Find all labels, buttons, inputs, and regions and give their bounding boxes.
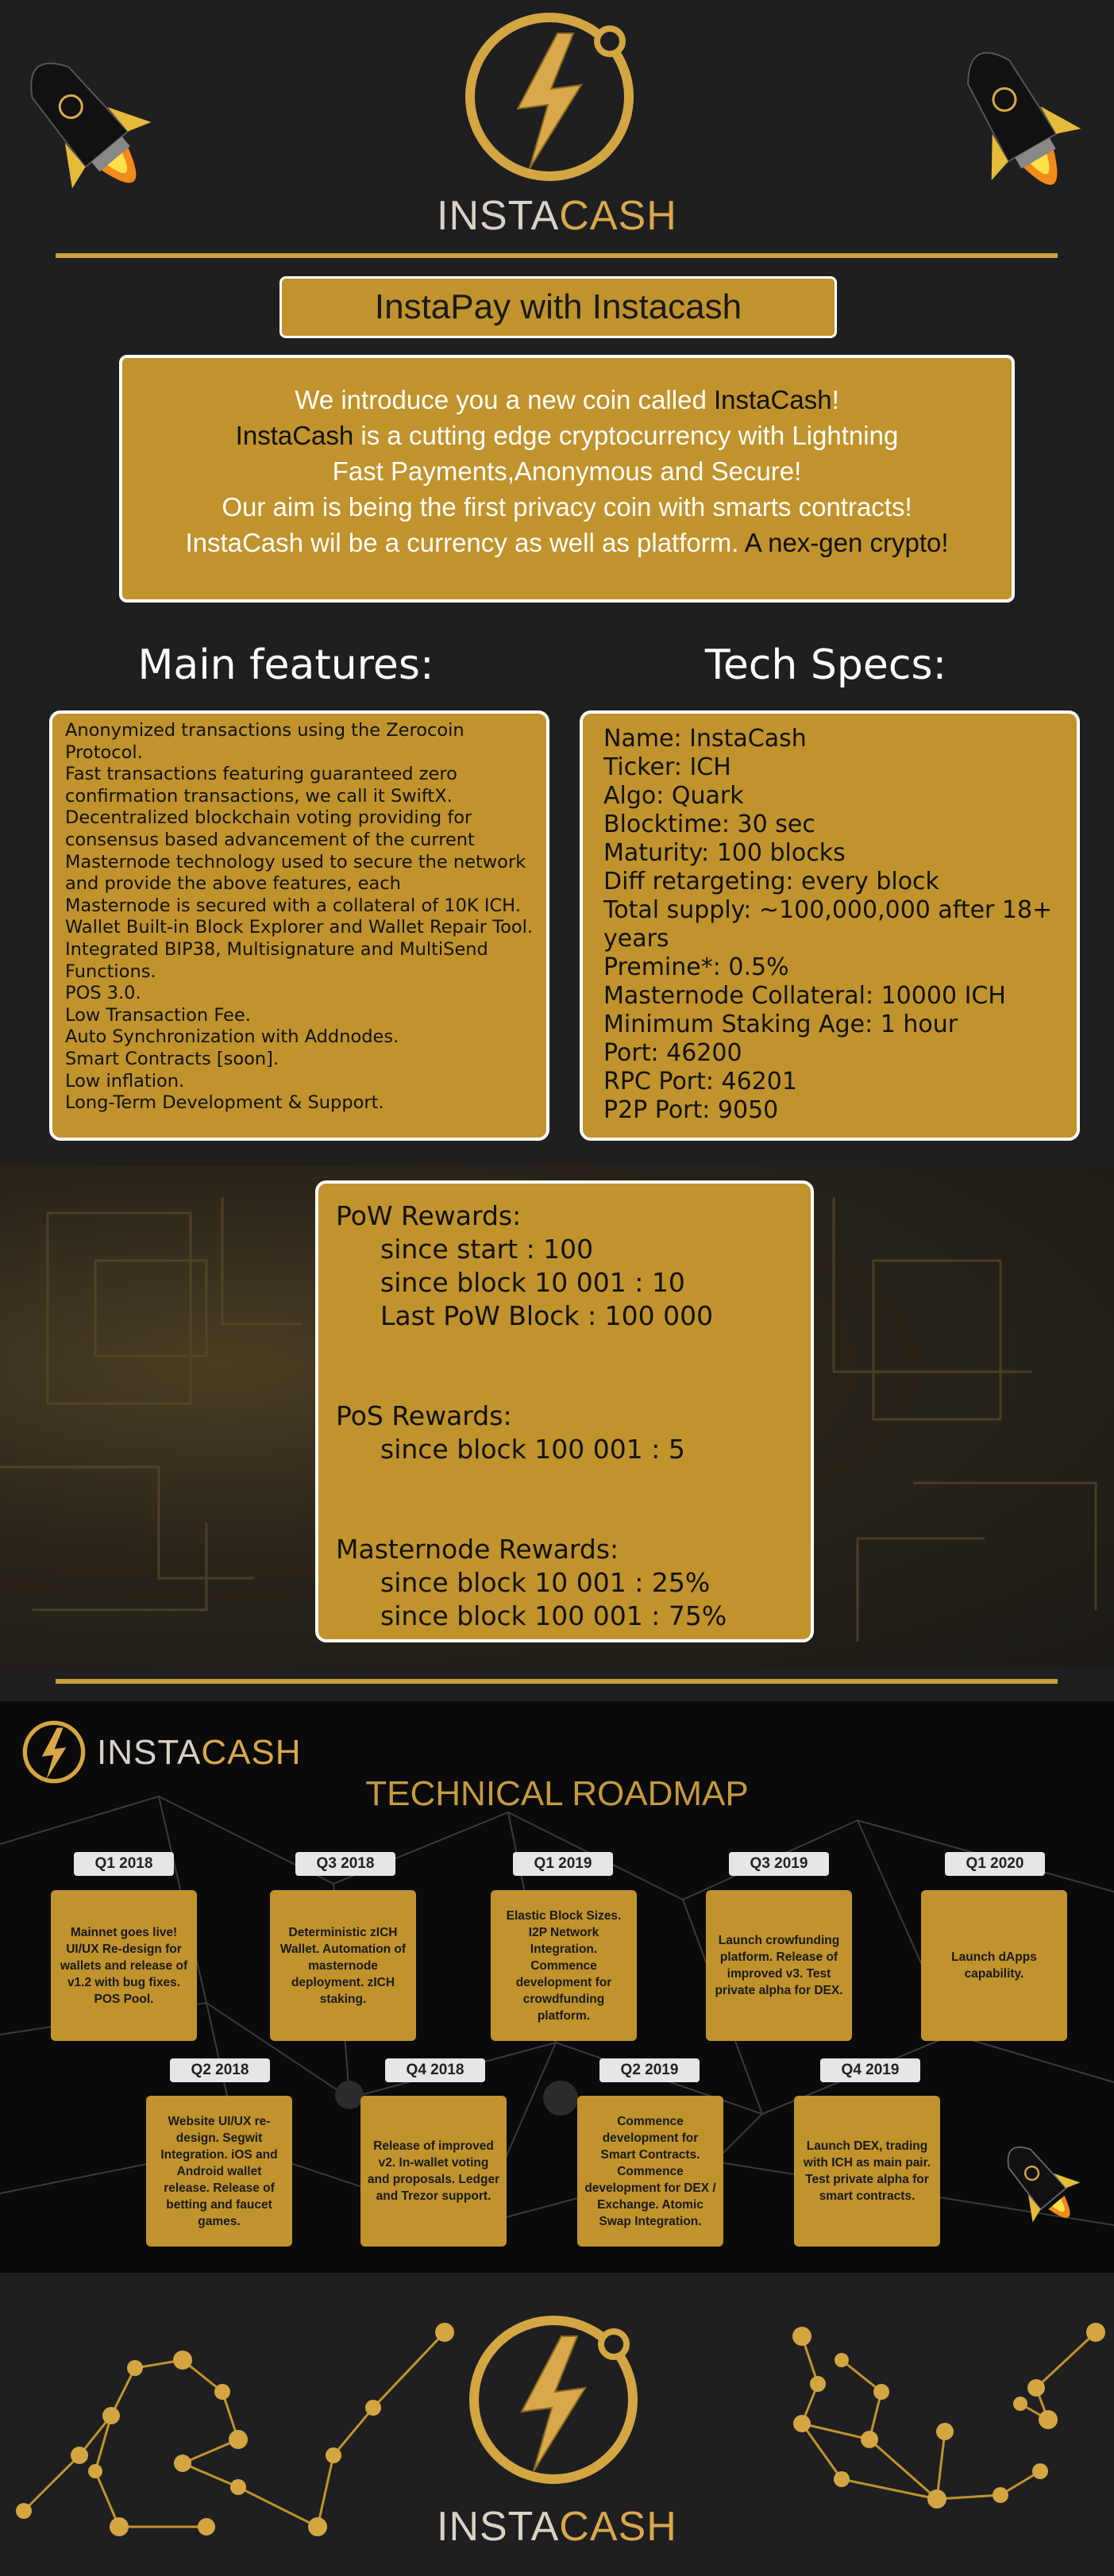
feature-item: POS 3.0.: [65, 983, 141, 1004]
brand-suffix: CASH: [559, 2504, 677, 2550]
feature-item: Low Transaction Fee.: [65, 1004, 251, 1026]
intro-panel: [119, 355, 1015, 603]
feature-item: Anonymized transactions using the Zerocoin Protocol.: [65, 720, 464, 763]
page-title: InstaPay with Instacash: [374, 287, 742, 326]
brand-wordmark: [437, 192, 675, 240]
features-title: Main features:: [137, 641, 434, 689]
roadmap-box-q3-2018: Deterministic zICH Wallet. Automation of masternode deployment. zICH staking.: [270, 1890, 416, 2041]
instacash-logo-icon: [462, 10, 637, 184]
roadmap-label-q4-2018: Q4 2018: [385, 2058, 485, 2082]
brand-suffix: CASH: [201, 1733, 302, 1772]
feature-item: Integrated BIP38, Multisignature and MultiSend Functions.: [65, 938, 488, 982]
spec-item: Port: 46200: [603, 1039, 742, 1067]
brand-suffix: CASH: [559, 193, 677, 239]
pos-reward-item: since block 100 001 : 5: [380, 1434, 685, 1465]
roadmap-label-q2-2019: Q2 2019: [599, 2058, 700, 2082]
roadmap-box-q1-2020: Launch dApps capability.: [921, 1890, 1067, 2041]
roadmap-box-q2-2018: Website UI/UX re-design. Segwit Integration. iOS and Android wallet release. Release of betting and faucet games.: [146, 2096, 292, 2247]
roadmap-box-q4-2018: Release of improved v2. In-wallet voting and proposals. Ledger and Trezor support.: [360, 2096, 507, 2247]
spec-item: Masternode Collateral: 10000 ICH: [603, 982, 1006, 1010]
title-panel: [279, 276, 837, 338]
roadmap-label-q2-2018: Q2 2018: [170, 2058, 270, 2082]
header: [0, 0, 1114, 262]
feature-item: Wallet Built-in Block Explorer and Wallet Repair Tool.: [65, 917, 533, 938]
roadmap-box-q1-2019: Elastic Block Sizes. I2P Network Integration. Commence development for crowdfunding platform.: [491, 1890, 637, 2041]
intro-text: is a cutting edge cryptocurrency with Lightning: [353, 421, 899, 450]
rocket-icon-right: [941, 32, 1100, 214]
spec-item: Ticker: ICH: [603, 753, 731, 781]
feature-item: Masternode is secured with a collateral of 10K ICH.: [65, 895, 521, 916]
feature-item: Decentralized blockchain voting providing for consensus based advancement of the current: [65, 807, 475, 850]
rocket-icon-small: [996, 2126, 1092, 2245]
roadmap-label-q3-2019: Q3 2019: [729, 1852, 829, 1876]
footer-wordmark: [437, 2503, 675, 2551]
rocket-icon-left: [12, 36, 171, 218]
roadmap-label-q4-2019: Q4 2019: [820, 2058, 920, 2082]
spec-item: P2P Port: 9050: [603, 1096, 779, 1124]
roadmap-box-q1-2018: Mainnet goes live! UI/UX Re-design for wallets and release of v1.2 with bug fixes. POS Pool.: [51, 1890, 197, 2041]
specs-title: Tech Specs:: [704, 641, 947, 689]
roadmap-box-q3-2019: Launch crowfunding platform. Release of improved v3. Test private alpha for DEX.: [706, 1890, 852, 2041]
brand-prefix: INSTA: [437, 193, 560, 239]
spec-item: Algo: Quark: [603, 782, 744, 810]
feature-item: Low inflation.: [65, 1070, 185, 1092]
intro-text: We introduce you a new coin called: [295, 385, 714, 414]
divider-middle: [56, 1679, 1058, 1684]
pos-rewards-title: PoS Rewards:: [336, 1400, 512, 1431]
spec-item: Minimum Staking Age: 1 hour: [603, 1011, 958, 1038]
pow-reward-item: since block 10 001 : 10: [380, 1267, 685, 1298]
intro-text: Fast Payments,Anonymous and Secure!: [332, 456, 802, 486]
roadmap-title: TECHNICAL ROADMAP: [365, 1774, 749, 1813]
feature-item: Masternode technology used to secure the network and provide the above features, each: [65, 851, 526, 895]
masternode-rewards-title: Masternode Rewards:: [336, 1534, 619, 1565]
rewards-panel: [315, 1180, 814, 1642]
divider-top: [56, 253, 1058, 258]
feature-item: Auto Synchronization with Addnodes.: [65, 1026, 399, 1048]
spec-item: RPC Port: 46201: [603, 1068, 797, 1095]
feature-item: Fast transactions featuring guaranteed zero confirmation transactions, we call it SwiftX.: [65, 764, 457, 807]
roadmap-label-q1-2018: Q1 2018: [74, 1852, 174, 1876]
roadmap-label-q3-2018: Q3 2018: [295, 1852, 395, 1876]
spec-item: Diff retargeting: every block: [603, 868, 939, 895]
brand-prefix: INSTA: [437, 2504, 560, 2550]
masternode-reward-item: since block 100 001 : 75%: [380, 1600, 727, 1631]
masternode-reward-item: since block 10 001 : 25%: [380, 1567, 711, 1598]
intro-highlight: InstaCash: [713, 385, 832, 414]
roadmap-box-q4-2019: Launch DEX, trading with ICH as main pair. Test private alpha for smart contracts.: [794, 2096, 940, 2247]
spec-item: Maturity: 100 blocks: [603, 839, 846, 867]
pow-rewards-title: PoW Rewards:: [336, 1200, 522, 1231]
features-panel: [49, 710, 549, 1141]
roadmap-label-q1-2019: Q1 2019: [513, 1852, 613, 1876]
roadmap-wordmark: [97, 1733, 302, 1773]
specs-panel: [580, 710, 1080, 1141]
spec-item: Blocktime: 30 sec: [603, 811, 815, 838]
roadmap-section: [0, 1701, 1114, 2273]
intro-highlight: A nex-gen crypto!: [744, 528, 949, 557]
footer: [0, 2273, 1114, 2576]
intro-text: !: [831, 385, 839, 414]
feature-item: Long-Term Development & Support.: [65, 1092, 384, 1114]
feature-item: Smart Contracts [soon].: [65, 1048, 279, 1069]
spec-item: Total supply: ~100,000,000 after 18+ years: [603, 896, 1053, 953]
intro-text: InstaCash wil be a currency as well as platform.: [185, 528, 745, 557]
spec-item: Name: InstaCash: [603, 725, 807, 753]
roadmap-label-q1-2020: Q1 2020: [945, 1852, 1045, 1876]
pow-reward-item: Last PoW Block : 100 000: [380, 1300, 714, 1331]
intro-text: Our aim is being the first privacy coin with smarts contracts!: [222, 492, 912, 522]
pow-reward-item: since start : 100: [380, 1234, 594, 1265]
brand-prefix: INSTA: [97, 1733, 202, 1772]
spec-item: Premine*: 0.5%: [603, 953, 789, 981]
intro-highlight: InstaCash: [235, 421, 354, 450]
roadmap-box-q2-2019: Commence development for Smart Contracts. Commence development for DEX / Exchange. Atomic Swap Integration.: [577, 2096, 723, 2247]
footer-logo-icon: [466, 2312, 641, 2487]
